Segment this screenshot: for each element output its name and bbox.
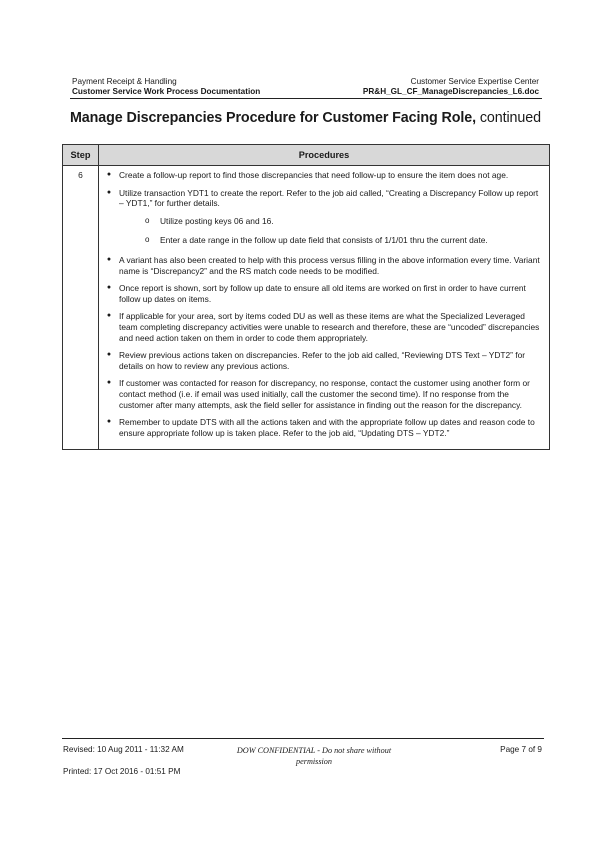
bullet-icon: ●	[106, 379, 112, 387]
page-title-main: Manage Discrepancies Procedure for Customer Facing Role,	[70, 110, 476, 126]
procedures-table	[62, 144, 550, 450]
list-item	[99, 378, 541, 410]
page-title	[70, 110, 550, 126]
list-item	[99, 188, 541, 209]
sub-list-item	[145, 216, 541, 227]
table-row	[63, 166, 550, 450]
page-number: Page 7 of 9	[500, 745, 542, 754]
list-item-text: Utilize transaction YDT1 to create the report. Refer to the job aid called, “Creating a Discrepancy Follow up report – YDT1,” for further details.	[119, 187, 539, 209]
list-item	[99, 417, 541, 438]
procedures-column-header: Procedures	[99, 145, 550, 166]
revised-date: Revised: 10 Aug 2011 - 11:32 AM	[63, 745, 184, 754]
sub-list-item	[145, 235, 541, 246]
list-item-text: Once report is shown, sort by follow up date to ensure all old items are worked on first in order to have current follow up dates on items.	[119, 283, 526, 304]
bullet-icon: ●	[106, 284, 112, 292]
bullet-icon: ●	[106, 418, 112, 426]
printed-date: Printed: 17 Oct 2016 - 01:51 PM	[63, 767, 181, 776]
bullet-icon: ●	[106, 171, 112, 178]
bullet-icon: ●	[106, 312, 112, 320]
procedures-cell	[99, 166, 550, 450]
list-item-text: Remember to update DTS with all the actions taken and with the appropriate follow up dates and reason code to ensure appropriate follow up is taken place. Refer to the job aid, “Updating DTS – YDT2.”	[119, 417, 535, 438]
header-divider	[70, 98, 542, 99]
bullet-icon: ●	[106, 188, 112, 196]
list-item	[99, 170, 541, 181]
header-doc-type: Customer Service Work Process Documentation	[72, 87, 261, 96]
circle-bullet-icon: o	[145, 215, 150, 225]
list-item-text: If applicable for your area, sort by items coded DU as well as these items are what the Specialized Leveraged team completing discrepancy activities were unable to research and therefore, these are “uncoded” discrepancies and need action taken on them in order to code them appropriately.	[119, 311, 540, 343]
confidentiality-notice: DOW CONFIDENTIAL - Do not share without permission	[236, 746, 392, 766]
header-center-name: Customer Service Expertise Center	[410, 77, 539, 86]
bullet-icon: ●	[106, 255, 112, 263]
table-header-row	[63, 145, 550, 166]
footer-divider	[62, 738, 544, 739]
list-item	[99, 311, 541, 343]
header-filename: PR&H_GL_CF_ManageDiscrepancies_L6.doc	[362, 87, 539, 96]
list-item	[99, 350, 541, 371]
header-right	[363, 77, 539, 97]
step-column-header: Step	[63, 145, 99, 166]
list-item-text: Review previous actions taken on discrepancies. Refer to the job aid called, “Reviewing DTS Text – YDT2” for details on how to review any previous actions.	[119, 350, 526, 371]
page-title-continued: continued	[475, 110, 541, 126]
list-item	[99, 283, 541, 304]
sub-list-item-text: Utilize posting keys 06 and 16.	[160, 215, 274, 226]
bullet-icon: ●	[106, 351, 112, 359]
list-item-text: Create a follow-up report to find those discrepancies that need follow-up to ensure the item does not age.	[119, 170, 509, 180]
list-item-text: A variant has also been created to help with this process versus filling in the above information every time. Variant name is “Discrepancy2” and the RS match code needs to be modified.	[119, 254, 540, 276]
header-left	[72, 77, 260, 97]
circle-bullet-icon: o	[145, 235, 150, 245]
step-number: 6	[63, 166, 99, 450]
header-process-name: Payment Receipt & Handling	[72, 77, 177, 86]
sub-list-item-text: Enter a date range in the follow up date field that consists of 1/1/01 thru the current date.	[160, 235, 488, 246]
list-item-text: If customer was contacted for reason for discrepancy, no response, contact the customer using another form or contact method (i.e. if email was used initially, call the customer the second time). If no response from the customer after many attempts, ask the field seller for assistance in finding out the reason for the discrepancy.	[119, 378, 530, 410]
list-item	[99, 255, 541, 276]
